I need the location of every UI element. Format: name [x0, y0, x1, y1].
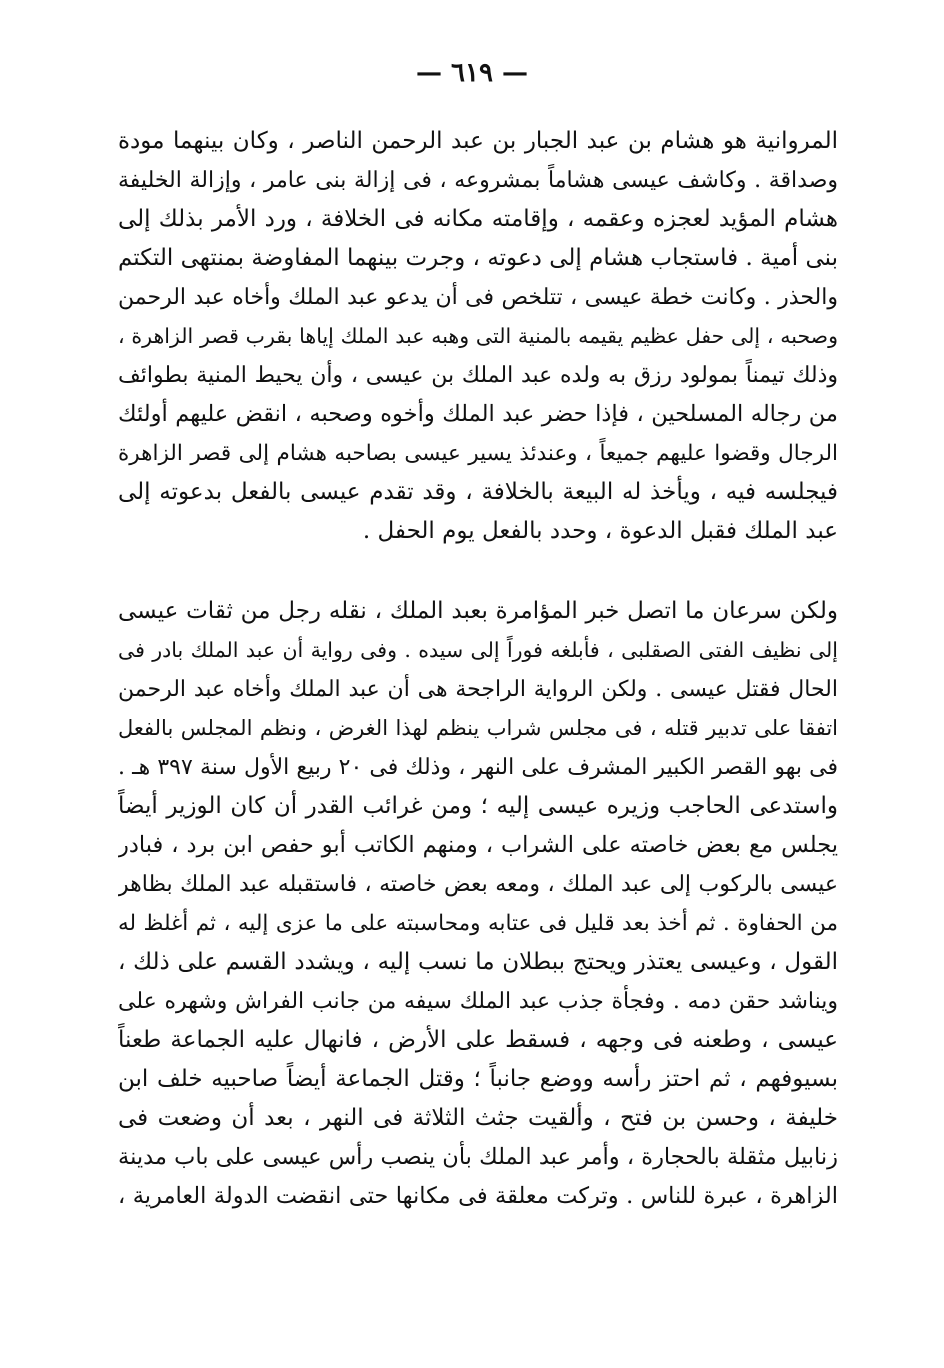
- text-line: الحال فقتل عيسى . ولكن الرواية الراجحة هى أن عبد الملك وأخاه عبد الرحمن: [118, 677, 838, 702]
- text-line: عيسى ، وطعنه فى وجهه ، فسقط على الأرض ، فانهال عليه الجماعة طعناً: [118, 1027, 838, 1053]
- paragraph-1: [118, 122, 838, 551]
- text-line: بسيوفهم ، ثم احتز رأسه ووضع جانباً ؛ وقتل الجماعة أيضاً صاحبيه خلف ابن: [118, 1066, 838, 1092]
- text-line: ويناشد حقن دمه . وفجأة جذب عبد الملك سيفه من جانب الفراش وشهره على: [118, 989, 838, 1014]
- text-line: إلى نظيف الفتى الصقلبى ، فأبلغه فوراً إلى سيده . وفى رواية أن عبد الملك بادر فى: [118, 638, 838, 662]
- text-line: وصداقة . وكاشف عيسى هشاماً بمشروعه ، فى إزالة بنى عامر ، وإزالة الخليفة: [118, 168, 838, 193]
- text-line: وصحبه ، إلى حفل عظيم يقيمه بالمنية التى وهبه عبد الملك إياها بقرب قصر الزاهرة ،: [118, 324, 838, 348]
- text-line: فيجلسه فيه ، ويأخذ له البيعة بالخلافة ، وقد تقدم عيسى بالفعل بدعوته إلى: [118, 479, 838, 505]
- text-line: اتفقا على تدبير قتله ، فى مجلس شراب ينظم لهذا الغرض ، ونظم المجلس بالفعل: [118, 716, 838, 740]
- page-number: — ٦١٩ —: [415, 58, 529, 88]
- text-line: عيسى بالركوب إلى عبد الملك ، ومعه بعض خاصته ، فاستقبله عبد الملك بظاهر: [118, 872, 838, 897]
- text-line: عبد الملك فقبل الدعوة ، وحدد بالفعل يوم الحفل .: [362, 518, 838, 544]
- text-line: من الحفاوة . ثم أخذ بعد قليل فى عتابه ومحاسبته على ما عزى إليه ، ثم أغلظ له: [118, 911, 838, 936]
- text-line: واستدعى الحاجب وزيره عيسى إليه ؛ ومن غرائب القدر أن كان الوزير أيضاً: [118, 793, 838, 819]
- text-line: هشام المؤيد لعجزه وعقمه ، وإقامته مكانه فى الخلافة ، ورد الأمر بذلك إلى: [118, 206, 838, 232]
- text-line: بنى أمية . فاستجاب هشام إلى دعوته ، وجرت بينهما المفاوضة بمنتهى التكتم: [118, 245, 838, 271]
- text-line: المروانية هو هشام بن عبد الجبار بن عبد الرحمن الناصر ، وكان بينهما مودة: [118, 128, 838, 154]
- text-line: ولكن سرعان ما اتصل خبر المؤامرة بعبد الملك ، نقله رجل من ثقات عيسى: [118, 598, 838, 624]
- text-line: زنابيل مثقلة بالحجارة ، وأمر عبد الملك بأن ينصب رأس عيسى على باب مدينة: [118, 1144, 838, 1170]
- text-line: وذلك تيمناً بمولود رزق به ولده عبد الملك بن عيسى ، وأن يحيط المنية بطوائف: [118, 363, 838, 388]
- text-line: الرجال وقضوا عليهم جميعاً ، وعندئذ يسير عيسى بصاحبه هشام إلى قصر الزاهرة: [118, 441, 838, 466]
- text-line: يجلس مع بعض خاصته على الشراب ، ومنهم الكاتب أبو حفص ابن برد ، فبادر: [118, 832, 838, 858]
- text-line: الزاهرة ، عبرة للناس . وتركت معلقة فى مكانها حتى انقضت الدولة العامرية ،: [118, 1183, 838, 1209]
- text-line: من رجاله المسلحين ، فإذا حضر عبد الملك وأخوه وصحبه ، انقض عليهم أولئك: [118, 401, 838, 427]
- text-line: فى بهو القصر الكبير المشرف على النهر ، وذلك فى ٢٠ ربيع الأول سنة ٣٩٧ هـ .: [118, 755, 838, 780]
- text-line: خليفة ، وحسن بن فتح ، وألقيت جثث الثلاثة فى النهر ، بعد أن وضعت فى: [118, 1105, 838, 1131]
- paragraph-2: [118, 592, 838, 1216]
- text-line: والحذر . وكانت خطة عيسى ، تتلخص فى أن يدعو عبد الملك وأخاه عبد الرحمن: [118, 285, 838, 310]
- text-line: القول ، وعيسى يعتذر ويحتج ببطلان ما نسب إليه ، ويشدد القسم على ذلك ،: [118, 949, 838, 975]
